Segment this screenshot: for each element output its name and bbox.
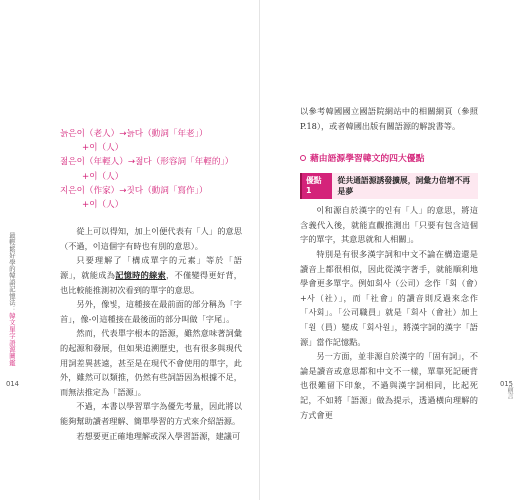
left-page [60,127,242,443]
example-line: +이（人） [82,171,124,182]
example-line: 지은이（作家）→짓다（動詞「寫作」） [60,185,208,196]
paragraph [60,253,242,297]
paragraph-text: 只要理解了「構成單字的元素」等於「語源」，就能成為 [60,255,242,280]
paragraph-text: ，不僅變得更好背，也比較能推測初次看到的單字的意思。 [60,270,242,295]
page-number-left: 014 [6,380,19,388]
bullet-circle-icon [300,155,306,161]
paragraph: 特別是有很多漢字詞和中文不論在構造還是讀音上都很相似，因此從漢字著手，就能順利地學會更多單字。例如회사（公司）念作「회（會）+사（社）」，而「社會」的讀音則反過來念作「사회」。「公司職員」就是「회사（會社）加上「원（員）變成「회사원」，將漢字詞的漢字「語源」當作記憶點。 [300,248,478,347]
advantage-title: 從共通語源誘發擴展，詞彙力倍增不再是夢 [337,176,471,197]
paragraph: 이和源自於漢字的인有「人」的意思，將這含義代入後，就能直觀推測出「只要有包含這個字的單字，其意思就和人相關」。 [300,205,478,245]
section-title: 藉由語源學習韓文的四大優點 [310,154,425,165]
section-heading [300,151,478,164]
running-title-main: 最輕鬆好學的韓語記憶法： [7,232,15,313]
emphasis-text: 記憶時的線索 [115,270,167,280]
right-body-text [300,203,478,422]
left-body-text [60,224,242,443]
running-title-highlight: 韓文單字語源圖鑑 [7,312,15,367]
paragraph: 從上可以得知，加上이便代表有「人」的意思（不過，이這個字有時也有別的意思）。 [60,226,242,251]
paragraph: 以參考韓國國立國語院網站中的相關網頁（參照P.18），或者韓國出版有關語源的解說書等。 [300,106,478,131]
paragraph: 若想要更正確地理解或深入學習語源，建議可 [76,430,241,441]
page-number-right: 015 [500,380,513,388]
right-page [300,104,478,422]
right-intro [300,104,478,133]
example-line: +이（人） [82,143,124,154]
running-title-right: 前言 [506,386,513,400]
paragraph: 然而，代表單字根本的語源，雖然意味著詞彙的起源和發展，但如果追溯歷史，也有很多與現代用詞差異甚遠，甚至是在現代不會使用的單字，此外，雖然可以類推，仍然有些詞語因為根據不足，而無法推定為「語源」。 [60,328,242,397]
page-gutter [259,0,260,500]
paragraph: 另外，像빛，這種接在最前面的部分稱為「字首」，像-이這種接在最後面的部分叫做「字尾」。 [60,299,242,324]
example-line: 젊은이（年輕人）→젊다（形容詞「年輕的」） [60,157,234,168]
example-line: +이（人） [82,200,124,211]
example-list [60,127,242,212]
advantage-badge: 優點 1 [300,173,332,199]
example-line: 늙은이（老人）→늙다（動詞「年老」） [60,129,208,139]
paragraph: 另一方面，並非源自於漢字的「固有詞」，不論是讀音或意思都和中文不一樣，單靠死記硬背也很難留下印象，不過與漢字詞相同，比起死記，不如將「語源」做為提示，透過橫向理解的方式會更 [300,351,478,420]
paragraph: 不過，本書以學習單字為優先考量，因此將以能夠幫助讀者理解、簡單學習的方式來介紹語源。 [60,401,242,426]
advantage-banner [300,173,478,199]
running-title-left [7,232,14,366]
